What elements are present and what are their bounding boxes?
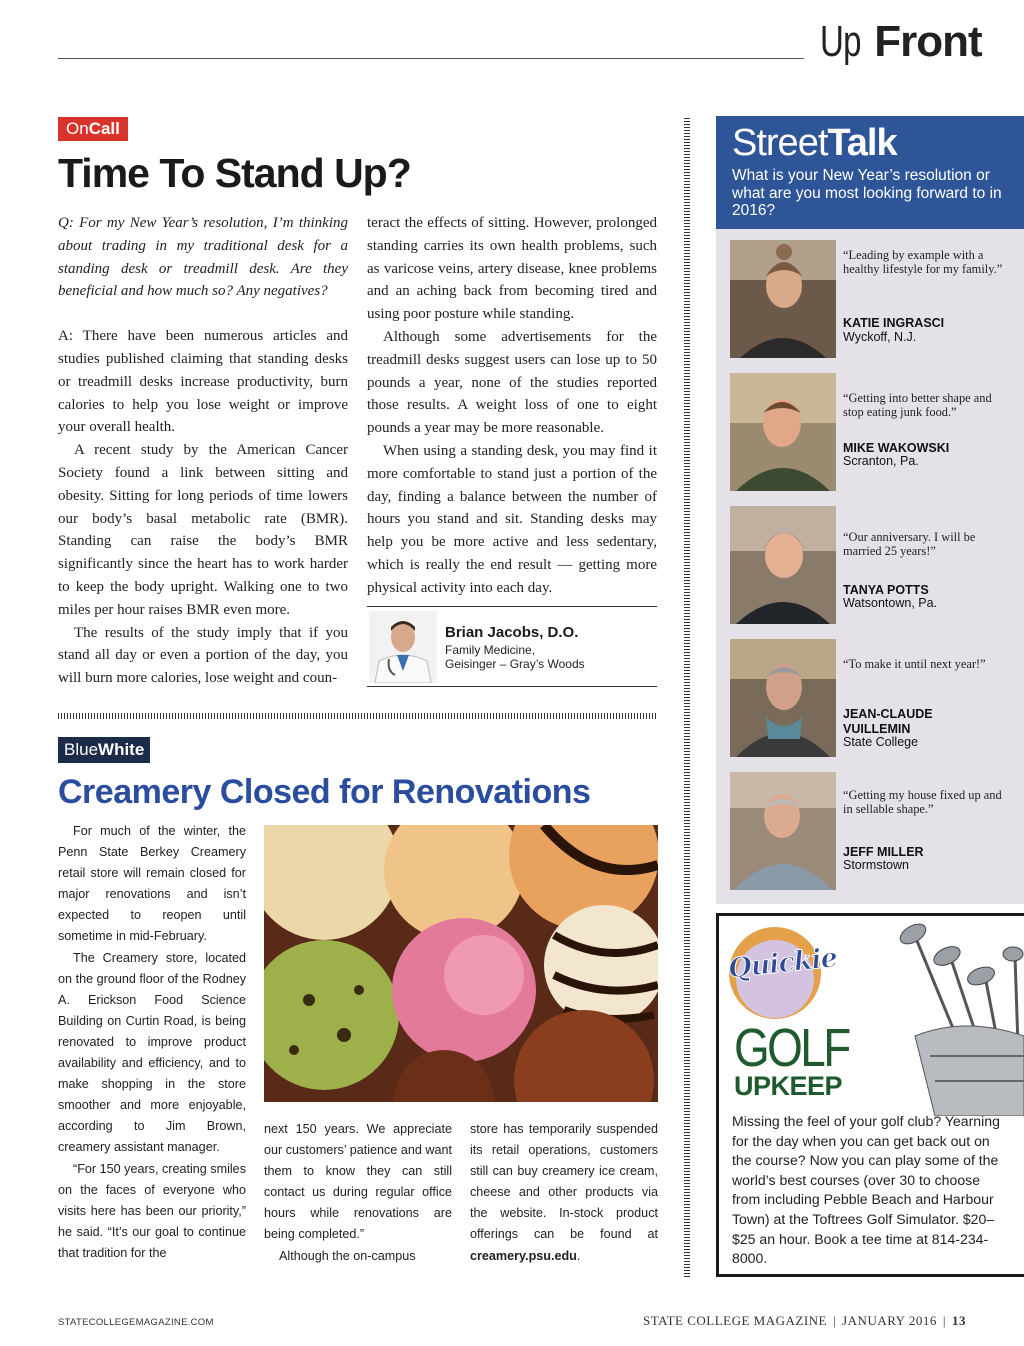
golf-body-text: Missing the feel of your golf club? Yearning for the day when you can get back out on the course? Now you can play some of the world’s best courses (over 30 to choose from including Pebble Beach and Harbour Town) at the Toftrees Golf Simulator. $20–$25 an hour. Book a tee time at 814-234-8000. — [732, 1113, 1000, 1267]
oncall-tag-bold: Call — [88, 119, 120, 138]
person-name: MIKE WAKOWSKI — [843, 441, 950, 455]
golf-clubs-illustration — [875, 916, 1024, 1116]
streettalk-title — [732, 118, 897, 168]
oncall-tag — [58, 117, 128, 141]
person-location: Scranton, Pa. — [843, 454, 919, 468]
person-location: Watsontown, Pa. — [843, 596, 938, 610]
person-quote: “Leading by example with a healthy lifestyle for my family.” — [843, 248, 1003, 277]
bluewhite-paragraph: “For 150 years, creating smiles on the faces of everyone who visits here has been our priority,” he said. “It’s our goal to continue that tradition for the — [58, 1161, 246, 1260]
footer-folio: STATE COLLEGE MAGAZINE | JANUARY 2016 | 13 — [643, 1313, 966, 1328]
person-photo — [730, 240, 836, 358]
person-quote: “Our anniversary. I will be married 25 years!” — [843, 530, 976, 559]
column-divider — [684, 117, 690, 1277]
person-quote: “To make it until next year!” — [843, 657, 986, 671]
author-title — [445, 643, 585, 671]
bluewhite-tag-bold: White — [98, 740, 145, 759]
oncall-paragraph-continued: teract the effects of sitting. However, prolonged standing carries its own health problems, such as varicose veins, artery disease, knee problems and an aching back from becoming tired and using poor posture while standing. — [367, 215, 657, 323]
page-number: 13 — [951, 1313, 966, 1328]
bluewhite-period: . — [576, 1248, 581, 1263]
footer-magazine-name: STATE COLLEGE MAGAZINE — [643, 1313, 827, 1328]
author-rule-top — [367, 606, 657, 607]
oncall-headline: Time To Stand Up? — [58, 150, 411, 196]
golf-title: GOLF — [734, 1018, 849, 1078]
bluewhite-column-2 — [264, 1119, 452, 1267]
person-location: State College — [843, 735, 919, 749]
person-location: Wyckoff, N.J. — [843, 330, 917, 344]
person-name: KATIE INGRASCI — [843, 316, 945, 330]
footer-website: STATECOLLEGEMAGAZINE.COM — [58, 1317, 214, 1328]
person-name: JEFF MILLER — [843, 845, 924, 859]
section-label-bold: Front — [874, 17, 982, 66]
person-photo — [730, 373, 836, 491]
golf-subtitle: UPKEEP — [734, 1071, 843, 1101]
bluewhite-column-3 — [470, 1119, 658, 1267]
bluewhite-column-1 — [58, 821, 246, 1264]
bluewhite-paragraph: For much of the winter, the Penn State Berkey Creamery retail store will remain closed for major renovations and isn’t expected to reopen until sometime in mid-February. — [58, 824, 246, 944]
person-quote: “Getting my house fixed up and in sellable shape.” — [843, 788, 1002, 817]
person-name: TANYA POTTS — [843, 583, 929, 597]
oncall-tag-thin: On — [66, 119, 89, 138]
oncall-paragraph: A recent study by the American Cancer Society found a link between sitting and obesity. Sitting for long periods of time lowers our body’s basal metabolic rate (BMR). Standing can raise the body’s BMR significantly since the heart has to work harder to keep the body upright. Walking one to two miles per hour raises BMR even more. — [58, 442, 348, 618]
author-title-line: Family Medicine, — [445, 643, 536, 657]
creamery-website-link[interactable]: creamery.psu.edu — [470, 1248, 577, 1263]
bluewhite-tag-thin: Blue — [64, 740, 99, 759]
section-label — [820, 14, 982, 70]
oncall-question: Q: For my New Year’s resolution, I’m thinking about trading in my traditional desk for a standing desk or treadmill desk. Are they beneficial and how much so? Any negatives? — [58, 215, 348, 300]
footer-issue: JANUARY 2016 — [842, 1313, 937, 1328]
header-rule — [58, 58, 804, 59]
quickie-badge-text: Quickie — [726, 942, 839, 985]
author-title-line: Geisinger – Gray’s Woods — [445, 657, 585, 671]
oncall-paragraph: When using a standing desk, you may find it more comfortable to stand just a portion of the day, finding a balance between the number of hours you stand and sit. Standing desks may help you be more active and less sedentary, which is really the end result — getting more physical activity into each day. — [367, 442, 657, 596]
oncall-paragraph: Although some advertisements for the treadmill desks suggest users can lose up to 50 pounds a year, none of the studies reported those results. A weight loss of one to eight pounds a year may be more reasonable. — [367, 328, 657, 437]
ice-cream-photo — [264, 825, 658, 1102]
bluewhite-paragraph: Although the on-campus — [279, 1248, 416, 1263]
bluewhite-tag — [58, 737, 150, 763]
bluewhite-headline: Creamery Closed for Renovations — [58, 773, 591, 811]
person-quote: “Getting into better shape and stop eating junk food.” — [843, 391, 992, 420]
doctor-photo — [369, 611, 437, 683]
person-photo — [730, 772, 836, 890]
person-location: Stormstown — [843, 858, 909, 872]
person-name: JEAN-CLAUDE VUILLEMIN — [843, 707, 933, 736]
bluewhite-paragraph-tail: store has temporarily suspended its retail operations, customers still can buy creamery ice cream, cheese and other products via the website. In-stock product offerings can be found at — [470, 1122, 658, 1242]
oncall-column-2 — [367, 212, 657, 600]
bluewhite-paragraph: The Creamery store, located on the ground floor of the Rodney A. Erickson Food Science Building on Curtin Road, is being renovated to improve product availability and efficiency, and to make shopping in the store smoother and more enjoyable, according to Jim Brown, creamery assistant manager. — [58, 950, 246, 1155]
person-photo — [730, 506, 836, 624]
person-photo — [730, 639, 836, 757]
streettalk-question: What is your New Year’s resolution or what are you most looking forward to in 2016? — [732, 167, 1002, 219]
oncall-paragraph: A: There have been numerous articles and studies published claiming that standing desks or treadmill desks increase productivity, burn calories to help you lose weight or improve your overall health. — [58, 328, 348, 436]
section-label-thin: Up — [820, 17, 861, 66]
author-name: Brian Jacobs, D.O. — [445, 624, 579, 641]
bluewhite-paragraph-continued — [470, 1119, 658, 1267]
streettalk-title-bold: Talk — [827, 122, 897, 164]
streettalk-title-thin: Street — [732, 122, 828, 164]
section-divider — [58, 713, 658, 719]
oncall-column-1 — [58, 212, 348, 690]
bluewhite-paragraph-continued: next 150 years. We appreciate our customers’ patience and want them to know they can still contact us during regular office hours while renovations are being completed.” — [264, 1122, 452, 1242]
author-rule-bottom — [367, 686, 657, 687]
oncall-paragraph: The results of the study imply that if you stand all day or even a portion of the day, you will burn more calories, lose weight and coun- — [58, 624, 348, 687]
